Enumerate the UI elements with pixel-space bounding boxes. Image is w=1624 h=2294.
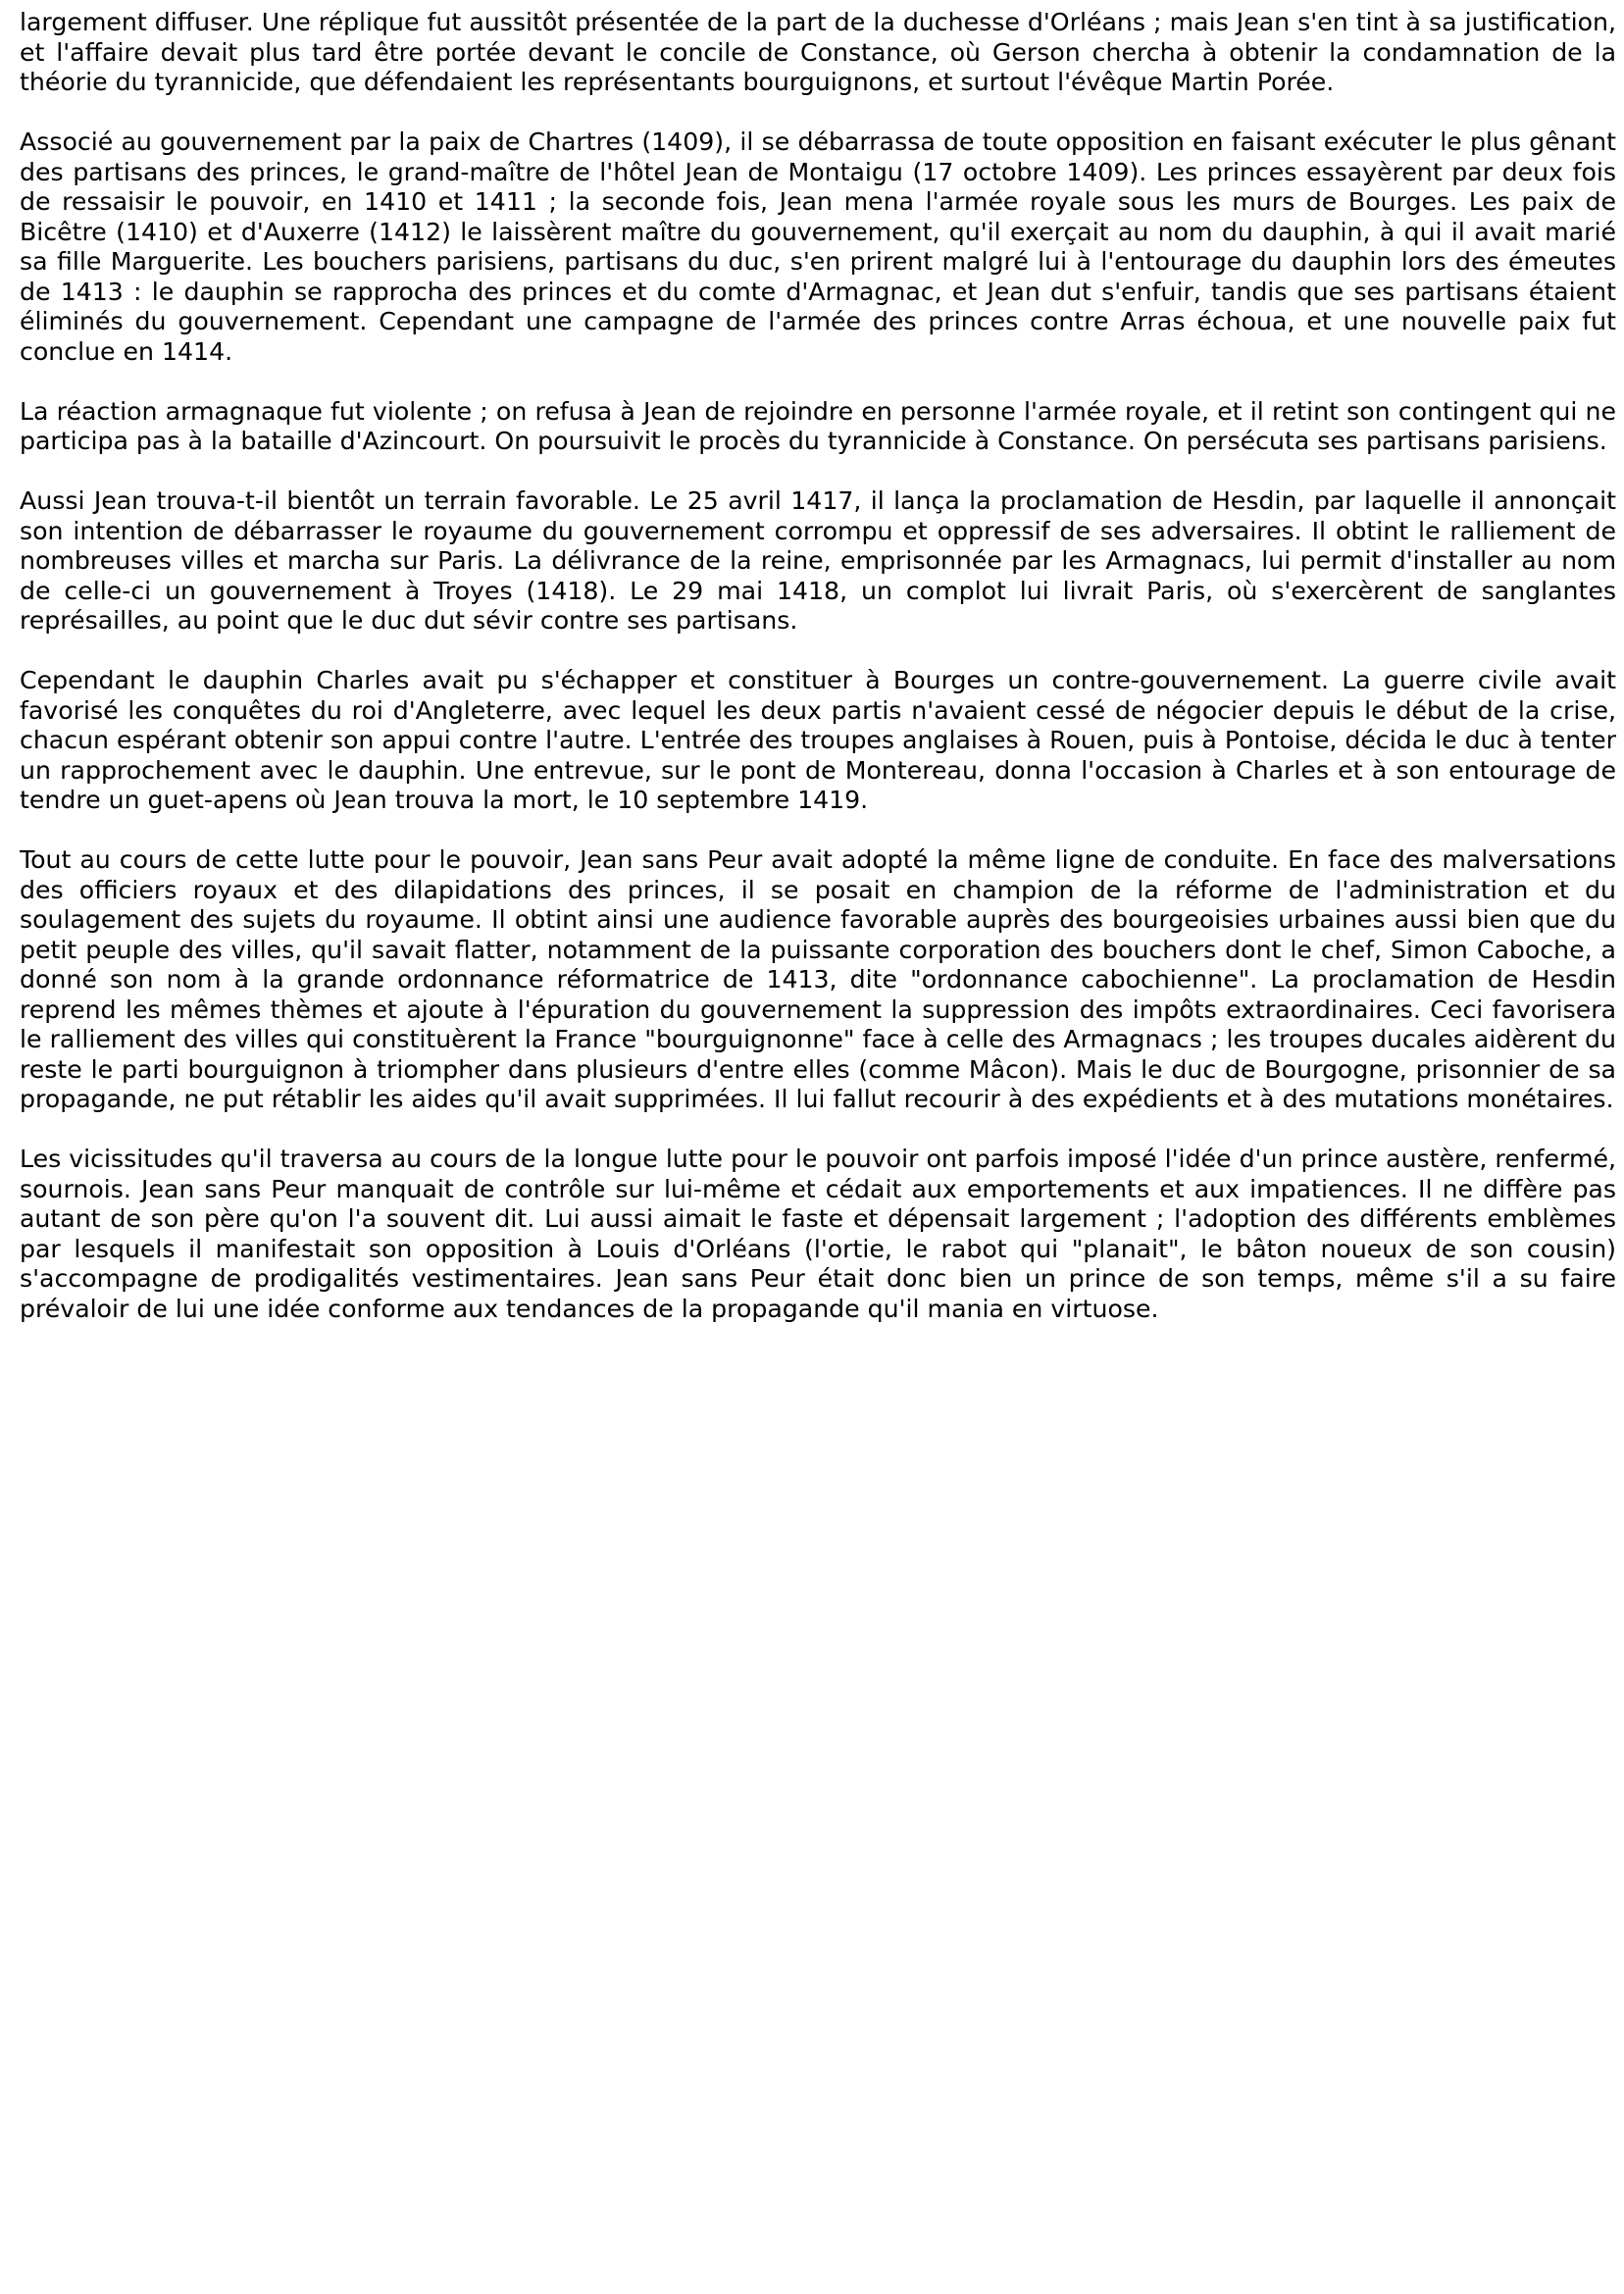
paragraph-4: Aussi Jean trouva-t-il bientôt un terrain favorable. Le 25 avril 1417, il lança la proclamation de Hesdin, par laquelle il annonçait son intention de débarrasser le royaume du gouvernement corrompu et oppressif de ses adversaires. Il obtint le ralliement de nombreuses villes et marcha sur Paris. La délivrance de la reine, emprisonnée par les Armagnacs, lui permit d'installer au nom de celle-ci un gouvernement à Troyes (1418). Le 29 mai 1418, un complot lui livrait Paris, où s'exercèrent de sanglantes représailles, au point que le duc dut sévir contre ses partisans. [20,486,1616,635]
paragraph-7: Les vicissitudes qu'il traversa au cours de la longue lutte pour le pouvoir ont parfois imposé l'idée d'un prince austère, renfermé, sournois. Jean sans Peur manquait de contrôle sur lui-même et cédait aux emportements et aux impatiences. Il ne diffère pas autant de son père qu'on l'a souvent dit. Lui aussi aimait le faste et dépensait largement ; l'adoption des différents emblèmes par lesquels il manifestait son opposition à Louis d'Orléans (l'ortie, le rabot qui "planait", le bâton noueux de son cousin) s'accompagne de prodigalités vestimentaires. Jean sans Peur était donc bien un prince de son temps, même s'il a su faire prévaloir de lui une idée conforme aux tendances de la propagande qu'il mania en virtuose. [20,1145,1616,1323]
paragraph-5: Cependant le dauphin Charles avait pu s'échapper et constituer à Bourges un contre-gouvernement. La guerre civile avait favorisé les conquêtes du roi d'Angleterre, avec lequel les deux partis n'avaient cessé de négocier depuis le début de la crise, chacun espérant obtenir son appui contre l'autre. L'entrée des troupes anglaises à Rouen, puis à Pontoise, décida le duc à tenter un rapprochement avec le dauphin. Une entrevue, sur le pont de Montereau, donna l'occasion à Charles et à son entourage de tendre un guet-apens où Jean trouva la mort, le 10 septembre 1419. [20,666,1616,814]
document-page [20,8,1616,1354]
paragraph-1: largement diffuser. Une réplique fut aussitôt présentée de la part de la duchesse d'Orléans ; mais Jean s'en tint à sa justification, et l'affaire devait plus tard être portée devant le concile de Constance, où Gerson chercha à obtenir la condamnation de la théorie du tyrannicide, que défendaient les représentants bourguignons, et surtout l'évêque Martin Porée. [20,8,1616,96]
paragraph-3: La réaction armagnaque fut violente ; on refusa à Jean de rejoindre en personne l'armée royale, et il retint son contingent qui ne participa pas à la bataille d'Azincourt. On poursuivit le procès du tyrannicide à Constance. On persécuta ses partisans parisiens. [20,396,1616,455]
paragraph-2: Associé au gouvernement par la paix de Chartres (1409), il se débarrassa de toute opposition en faisant exécuter le plus gênant des partisans des princes, le grand-maître de l'hôtel Jean de Montaigu (17 octobre 1409). Les princes essayèrent par deux fois de ressaisir le pouvoir, en 1410 et 1411 ; la seconde fois, Jean mena l'armée royale sous les murs de Bourges. Les paix de Bicêtre (1410) et d'Auxerre (1412) le laissèrent maître du gouvernement, qu'il exerçait au nom du dauphin, à qui il avait marié sa fille Marguerite. Les bouchers parisiens, partisans du duc, s'en prirent malgré lui à l'entourage du dauphin lors des émeutes de 1413 : le dauphin se rapprocha des princes et du comte d'Armagnac, et Jean dut s'enfuir, tandis que ses partisans étaient éliminés du gouvernement. Cependant une campagne de l'armée des princes contre Arras échoua, et une nouvelle paix fut conclue en 1414. [20,127,1616,366]
paragraph-6: Tout au cours de cette lutte pour le pouvoir, Jean sans Peur avait adopté la même ligne de conduite. En face des malversations des officiers royaux et des dilapidations des princes, il se posait en champion de la réforme de l'administration et du soulagement des sujets du royaume. Il obtint ainsi une audience favorable auprès des bourgeoisies urbaines aussi bien que du petit peuple des villes, qu'il savait flatter, notamment de la puissante corporation des bouchers dont le chef, Simon Caboche, a donné son nom à la grande ordonnance réformatrice de 1413, dite "ordonnance cabochienne". La proclamation de Hesdin reprend les mêmes thèmes et ajoute à l'épuration du gouvernement la suppression des impôts extraordinaires. Ceci favorisera le ralliement des villes qui constituèrent la France "bourguignonne" face à celle des Armagnacs ; les troupes ducales aidèrent du reste le parti bourguignon à triompher dans plusieurs d'entre elles (comme Mâcon). Mais le duc de Bourgogne, prisonnier de sa propagande, ne put rétablir les aides qu'il avait supprimées. Il lui fallut recourir à des expédients et à des mutations monétaires. [20,845,1616,1113]
